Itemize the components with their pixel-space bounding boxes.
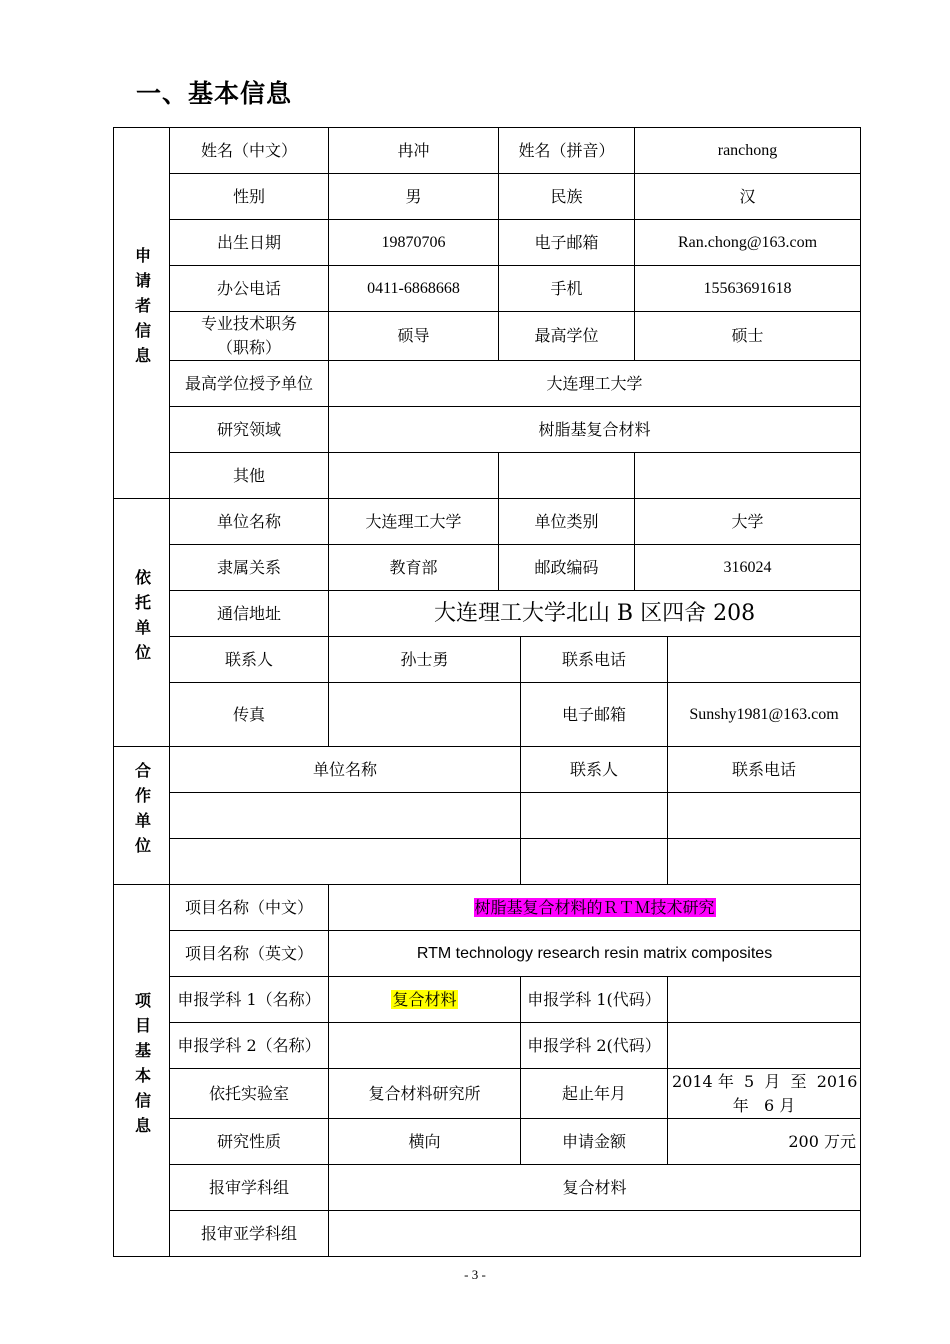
- label-subject1-name: 申报学科 1（名称）: [170, 977, 329, 1023]
- label-unit-name: 单位名称: [170, 499, 329, 545]
- label-project-name-en: 项目名称（英文）: [170, 931, 329, 977]
- label-postcode: 邮政编码: [499, 545, 635, 591]
- label-birth-date: 出生日期: [170, 220, 329, 266]
- value-subject2-name: [329, 1023, 521, 1069]
- label-host-email: 电子邮箱: [521, 683, 668, 747]
- coop-row2-contact: [521, 839, 668, 885]
- value-period: [668, 1069, 861, 1119]
- label-contact: 联系人: [170, 637, 329, 683]
- label-name-pinyin: 姓名（拼音）: [499, 128, 635, 174]
- coop-row1-unit: [170, 793, 521, 839]
- value-other-3: [635, 453, 861, 499]
- label-unit-type: 单位类别: [499, 499, 635, 545]
- value-email: Ran.chong@163.com: [635, 220, 861, 266]
- coop-header-contact: 联系人: [521, 747, 668, 793]
- label-address: 通信地址: [170, 591, 329, 637]
- label-subject1-code: 申报学科 1(代码）: [521, 977, 668, 1023]
- value-unit-name: 大连理工大学: [329, 499, 499, 545]
- value-amount: 200 万元: [668, 1119, 861, 1165]
- label-amount: 申请金额: [521, 1119, 668, 1165]
- project-name-cn-highlight: 树脂基复合材料的ＲＴＭ技术研究: [474, 897, 715, 917]
- coop-header-unit: 单位名称: [170, 747, 521, 793]
- label-research-nature: 研究性质: [170, 1119, 329, 1165]
- subject1-name-highlight: 复合材料: [392, 989, 457, 1009]
- value-lab: 复合材料研究所: [329, 1069, 521, 1119]
- label-review-group: 报审学科组: [170, 1165, 329, 1211]
- value-name-pinyin: ranchong: [635, 128, 861, 174]
- label-email: 电子邮箱: [499, 220, 635, 266]
- label-lab: 依托实验室: [170, 1069, 329, 1119]
- value-contact: 孙士勇: [329, 637, 521, 683]
- value-degree-unit: 大连理工大学: [329, 361, 861, 407]
- coop-row1-contact: [521, 793, 668, 839]
- value-sub-review-group: [329, 1211, 861, 1257]
- value-address: 大连理工大学北山 B 区四舍 208: [329, 591, 861, 637]
- value-project-name-en: RTM technology research resin matrix composites: [329, 931, 861, 977]
- value-research-field: 树脂基复合材料: [329, 407, 861, 453]
- value-other-1: [329, 453, 499, 499]
- label-mobile: 手机: [499, 266, 635, 312]
- value-unit-type: 大学: [635, 499, 861, 545]
- label-subject2-code: 申报学科 2(代码）: [521, 1023, 668, 1069]
- section-applicant: 申请者信息: [114, 128, 170, 499]
- label-professional-title-line1: 专业技术职务: [200, 314, 297, 333]
- label-contact-phone: 联系电话: [521, 637, 668, 683]
- page-title: 一、基本信息: [136, 79, 293, 108]
- section-project: 项目基本信息: [114, 885, 170, 1257]
- label-degree-unit: 最高学位授予单位: [170, 361, 329, 407]
- label-other: 其他: [170, 453, 329, 499]
- value-birth-date: 19870706: [329, 220, 499, 266]
- value-contact-phone: [668, 637, 861, 683]
- label-fax: 传真: [170, 683, 329, 747]
- coop-row2-phone: [668, 839, 861, 885]
- label-project-name-cn: 项目名称（中文）: [170, 885, 329, 931]
- value-affiliation: 教育部: [329, 545, 499, 591]
- label-degree: 最高学位: [499, 312, 635, 361]
- section-host-unit: 依托单位: [114, 499, 170, 747]
- value-degree: 硕士: [635, 312, 861, 361]
- value-name-cn: 冉冲: [329, 128, 499, 174]
- value-ethnicity: 汉: [635, 174, 861, 220]
- value-period-line2: 年 6 月: [732, 1095, 796, 1115]
- coop-row2-unit: [170, 839, 521, 885]
- value-fax: [329, 683, 521, 747]
- label-affiliation: 隶属关系: [170, 545, 329, 591]
- label-gender: 性别: [170, 174, 329, 220]
- coop-header-phone: 联系电话: [668, 747, 861, 793]
- label-professional-title-line2: （职称）: [216, 338, 281, 357]
- value-office-phone: 0411-6868668: [329, 266, 499, 312]
- label-name-cn: 姓名（中文）: [170, 128, 329, 174]
- value-gender: 男: [329, 174, 499, 220]
- section-coop-unit: 合作单位: [114, 747, 170, 885]
- basic-info-table: [113, 127, 861, 1257]
- label-sub-review-group: 报审亚学科组: [170, 1211, 329, 1257]
- value-project-name-cn: [329, 885, 861, 931]
- value-review-group: 复合材料: [329, 1165, 861, 1211]
- coop-row1-phone: [668, 793, 861, 839]
- value-postcode: 316024: [635, 545, 861, 591]
- label-period: 起止年月: [521, 1069, 668, 1119]
- value-host-email: Sunshy1981@163.com: [668, 683, 861, 747]
- value-subject2-code: [668, 1023, 861, 1069]
- label-office-phone: 办公电话: [170, 266, 329, 312]
- label-subject2-name: 申报学科 2（名称）: [170, 1023, 329, 1069]
- value-mobile: 15563691618: [635, 266, 861, 312]
- value-professional-title: 硕导: [329, 312, 499, 361]
- page-number: - 3 -: [464, 1267, 486, 1282]
- value-subject1-name: [329, 977, 521, 1023]
- value-research-nature: 横向: [329, 1119, 521, 1165]
- value-subject1-code: [668, 977, 861, 1023]
- label-research-field: 研究领域: [170, 407, 329, 453]
- label-ethnicity: 民族: [499, 174, 635, 220]
- label-professional-title: [170, 312, 329, 361]
- value-other-2: [499, 453, 635, 499]
- value-period-line1: 2014 年 5 月 至 2016: [672, 1071, 858, 1091]
